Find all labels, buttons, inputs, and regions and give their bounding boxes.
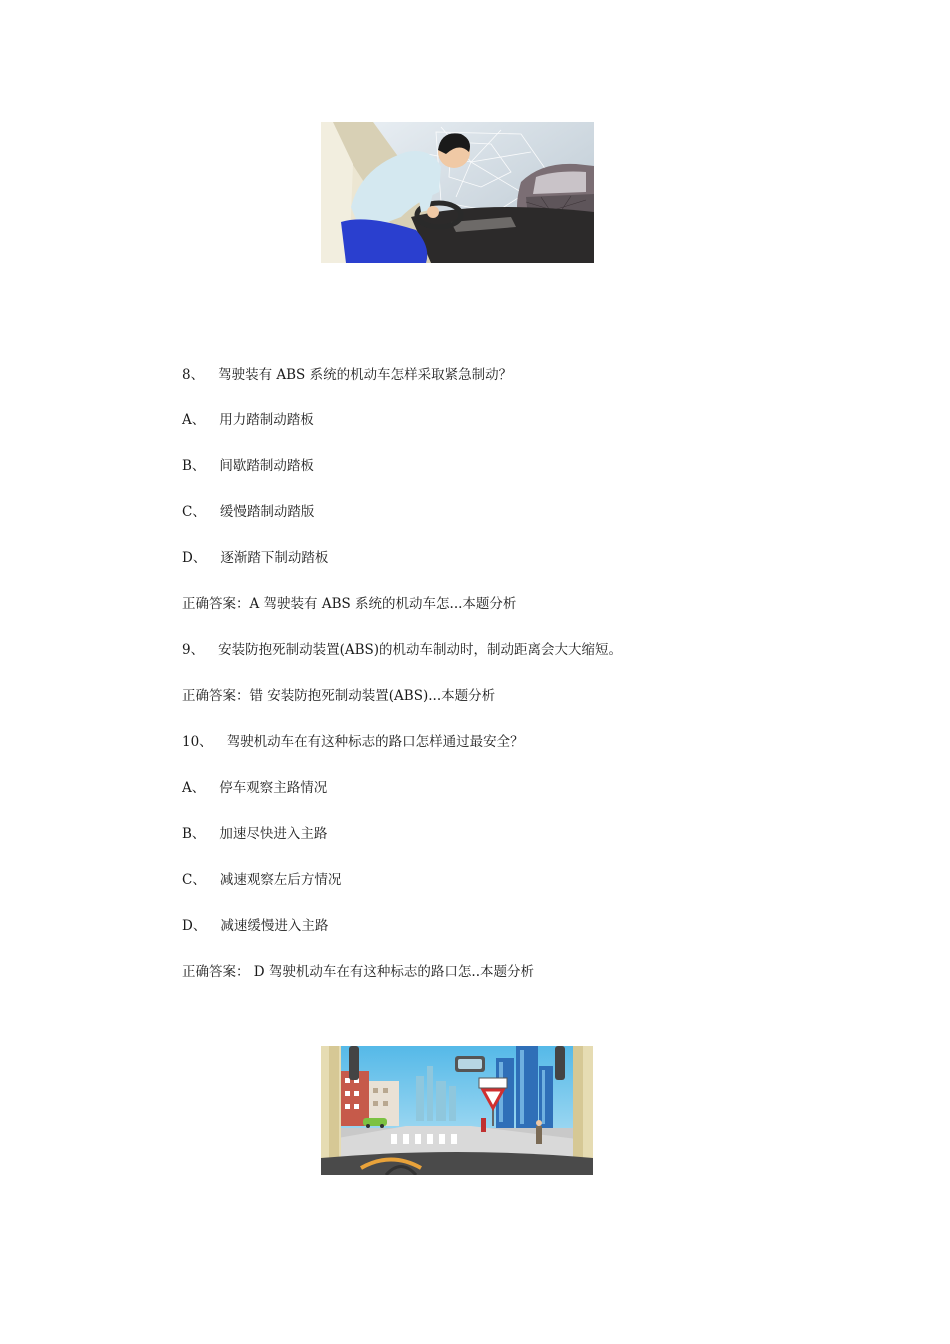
- option-letter: B、: [182, 826, 206, 842]
- yield-sign-intersection-icon: [321, 1046, 593, 1175]
- question-number: 8、: [182, 367, 205, 383]
- option-d: [182, 549, 328, 567]
- option-c: [182, 871, 341, 889]
- option-text: 缓慢踏制动踏版: [219, 504, 315, 520]
- option-text: 用力踏制动踏板: [219, 412, 314, 428]
- answer-8: 正确答案：A 驾驶装有 ABS 系统的机动车怎...本题分析: [182, 596, 517, 612]
- option-letter: B、: [182, 458, 206, 474]
- option-text: 减速缓慢进入主路: [220, 918, 329, 934]
- windshield-crash-image: [321, 122, 594, 263]
- option-letter: D、: [182, 918, 207, 934]
- answer-10: 正确答案： D 驾驶机动车在有这种标志的路口怎..本题分析: [182, 964, 534, 980]
- option-b: [182, 457, 314, 475]
- option-letter: D、: [182, 550, 207, 566]
- question-text: 安装防抱死制动装置(ABS)的机动车制动时，制动距离会大大缩短。: [218, 642, 623, 658]
- question-number: 10、: [182, 734, 213, 750]
- option-b: [182, 825, 327, 843]
- answer-9: 正确答案：错 安装防抱死制动装置(ABS)...本题分析: [182, 688, 496, 704]
- option-d: [182, 917, 328, 935]
- option-letter: C、: [182, 504, 206, 520]
- option-text: 停车观察主路情况: [219, 780, 328, 796]
- option-text: 间歇踏制动踏板: [219, 458, 314, 474]
- question-8: [182, 366, 512, 384]
- option-letter: A、: [182, 412, 206, 428]
- option-c: [182, 503, 314, 521]
- windshield-crash-icon: [321, 122, 594, 263]
- option-text: 逐渐踏下制动踏板: [220, 550, 329, 566]
- option-text: 加速尽快进入主路: [219, 826, 328, 842]
- question-number: 9、: [182, 642, 205, 658]
- question-text: 驾驶机动车在有这种标志的路口怎样通过最安全？: [226, 734, 524, 750]
- option-a: [182, 779, 327, 797]
- question-9: [182, 641, 622, 659]
- yield-intersection-image: [321, 1046, 593, 1175]
- question-10: [182, 733, 524, 751]
- option-text: 减速观察左后方情况: [219, 872, 342, 888]
- option-letter: C、: [182, 872, 206, 888]
- option-letter: A、: [182, 780, 206, 796]
- option-a: [182, 411, 314, 429]
- question-text: 驾驶装有 ABS 系统的机动车怎样采取紧急制动？: [218, 367, 513, 383]
